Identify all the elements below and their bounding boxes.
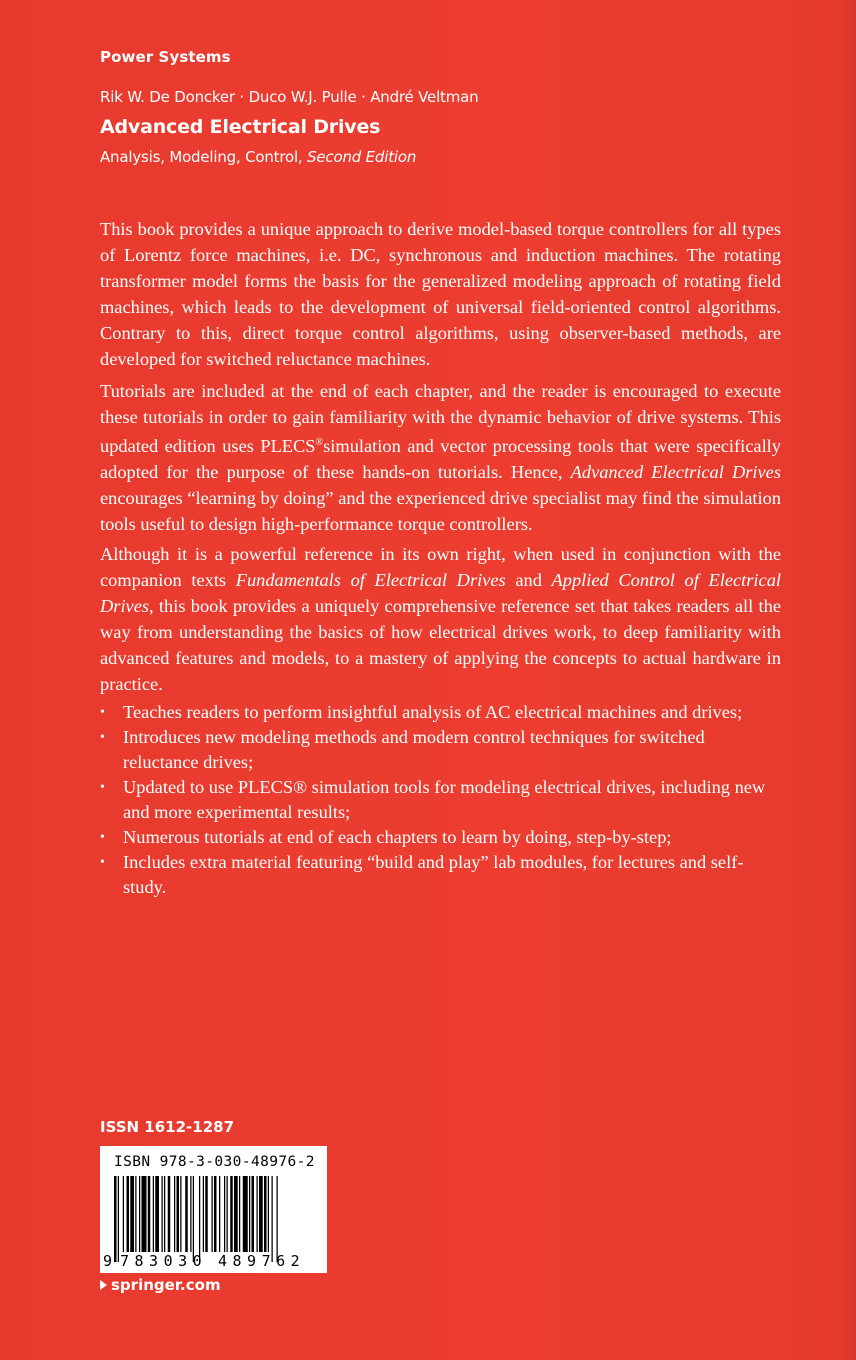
barcode-bar — [123, 1176, 124, 1252]
bullet-icon: • — [100, 780, 105, 795]
authors: Rik W. De Doncker · Duco W.J. Pulle · André Veltman — [100, 88, 479, 106]
barcode-bar — [174, 1176, 175, 1252]
arrow-right-icon — [100, 1280, 107, 1290]
barcode-bar — [249, 1176, 250, 1252]
barcode-bar — [164, 1176, 165, 1252]
series-name: Power Systems — [100, 48, 231, 66]
p2-text-b: simulation and vector processing tools that were specifically adopted for the purpose of these hands-on tutorials. Hence, — [100, 436, 781, 483]
list-item-text: Updated to use PLECS® simulation tools for modeling electrical drives, including new and more experimental results; — [123, 777, 766, 822]
bullet-icon: • — [100, 855, 105, 870]
list-item-text: Numerous tutorials at end of each chapters to learn by doing, step-by-step; — [123, 827, 672, 847]
barcode-bar — [277, 1176, 278, 1262]
barcode-bar — [193, 1176, 194, 1262]
barcode-left-digits: 783030 — [120, 1252, 208, 1270]
list-item — [100, 825, 781, 850]
barcode-bar — [243, 1176, 248, 1252]
bullet-icon: • — [100, 830, 105, 845]
barcode-bar — [205, 1176, 208, 1252]
issn-number: ISSN 1612-1287 — [100, 1118, 235, 1136]
publisher-link-text: springer.com — [111, 1276, 221, 1294]
description-paragraph-2 — [100, 378, 781, 537]
barcode-label — [100, 1146, 327, 1273]
barcode-bar — [114, 1176, 117, 1262]
barcode-icon — [110, 1176, 317, 1262]
p2-text-c: encourages “learning by doing” and the experienced drive specialist may find the simulation tools useful to design high-performance torque controllers. — [100, 488, 781, 535]
barcode-bar — [257, 1176, 258, 1252]
barcode-bar — [214, 1176, 217, 1252]
p3-companion-title-2: Applied Control of Electrical Drives — [100, 570, 781, 616]
p3-text-b: and — [505, 570, 552, 590]
p2-book-title: Advanced Electrical Drives — [570, 462, 781, 483]
p3-text-c: , this book provides a uniquely comprehensive reference set that takes readers all the way from understanding the basics of how electrical drives work, to deep familiarity with advanced features and models, to a mastery of applying the concepts to actual hardware in practice. — [100, 596, 781, 694]
subtitle-edition: Second Edition — [307, 148, 417, 166]
list-item — [100, 725, 781, 775]
barcode-bar — [135, 1176, 136, 1252]
barcode-first-digit: 9 — [103, 1252, 113, 1270]
p3-text-a: Although it is a powerful reference in its own right, when used in conjunction with the companion texts — [100, 544, 781, 590]
barcode-bar — [203, 1176, 204, 1252]
barcode-bar — [168, 1176, 171, 1252]
barcode-bar — [190, 1176, 191, 1252]
barcode-bar — [162, 1176, 163, 1252]
list-item — [100, 775, 781, 825]
barcode-bar — [118, 1176, 119, 1262]
subtitle-main: Analysis, Modeling, Control, — [100, 148, 308, 166]
barcode-bar — [177, 1176, 180, 1252]
barcode-bar — [259, 1176, 263, 1252]
p3-companion-title-1: Fundamentals of Electrical Drives — [235, 570, 506, 590]
publisher-link[interactable] — [100, 1276, 221, 1294]
description-paragraph-1: This book provides a unique approach to derive model-based torque controllers for all types of Lorentz force machines, i.e. DC, synchronous and induction machines. The rotating transformer model forms the basis for the generalized modeling approach of rotating field machines, which leads to the development of universal field-oriented control algorithms. Contrary to this, direct torque control algorithms, using observer-based methods, are developed for switched reluctance machines. — [100, 219, 781, 369]
list-item-text: Teaches readers to perform insightful analysis of AC electrical machines and drives; — [123, 702, 743, 722]
barcode-bar — [252, 1176, 255, 1252]
feature-list — [100, 700, 781, 900]
barcode-bar — [224, 1176, 225, 1252]
barcode-bar — [139, 1176, 140, 1252]
barcode-bar — [153, 1176, 154, 1252]
barcode-bar — [268, 1176, 269, 1252]
book-subtitle — [100, 148, 416, 166]
barcode-bar — [199, 1176, 200, 1262]
barcode-bar — [272, 1176, 273, 1262]
list-item — [100, 850, 781, 900]
barcode-bar — [227, 1176, 228, 1252]
barcode-bar — [212, 1176, 213, 1252]
bullet-icon: • — [100, 730, 105, 745]
p2-registered-mark: ® — [315, 437, 324, 448]
p2-text-a: Tutorials are included at the end of each chapter, and the reader is encouraged to execute these tutorials in order to gain familiarity with the dynamic behavior of drive systems. This updated edition uses PLECS — [100, 381, 781, 457]
bullet-icon: • — [100, 705, 105, 720]
description-paragraph-3 — [100, 541, 781, 697]
barcode-bar — [219, 1176, 220, 1252]
barcode-bar — [239, 1176, 240, 1252]
list-item — [100, 700, 781, 725]
list-item-text: Introduces new modeling methods and modern control techniques for switched reluctance drives; — [123, 727, 705, 772]
barcode-bar — [180, 1176, 181, 1252]
barcode-bar — [264, 1176, 267, 1252]
list-item-text: Includes extra material featuring “build and play” lab modules, for lectures and self-study. — [123, 852, 744, 897]
barcode-bar — [185, 1176, 188, 1252]
barcode-bar — [155, 1176, 159, 1252]
barcode-digits — [100, 1252, 327, 1272]
barcode-right-digits: 489762 — [218, 1252, 306, 1270]
barcode-bar — [142, 1176, 147, 1252]
barcode-bar — [230, 1176, 233, 1252]
barcode-bar — [234, 1176, 238, 1252]
spine-shadow — [842, 0, 856, 1360]
isbn-number: ISBN 978-3-030-48976-2 — [114, 1154, 315, 1170]
barcode-bar — [127, 1176, 130, 1252]
book-title: Advanced Electrical Drives — [100, 116, 381, 138]
barcode-bar — [148, 1176, 151, 1252]
barcode-bar — [130, 1176, 134, 1252]
